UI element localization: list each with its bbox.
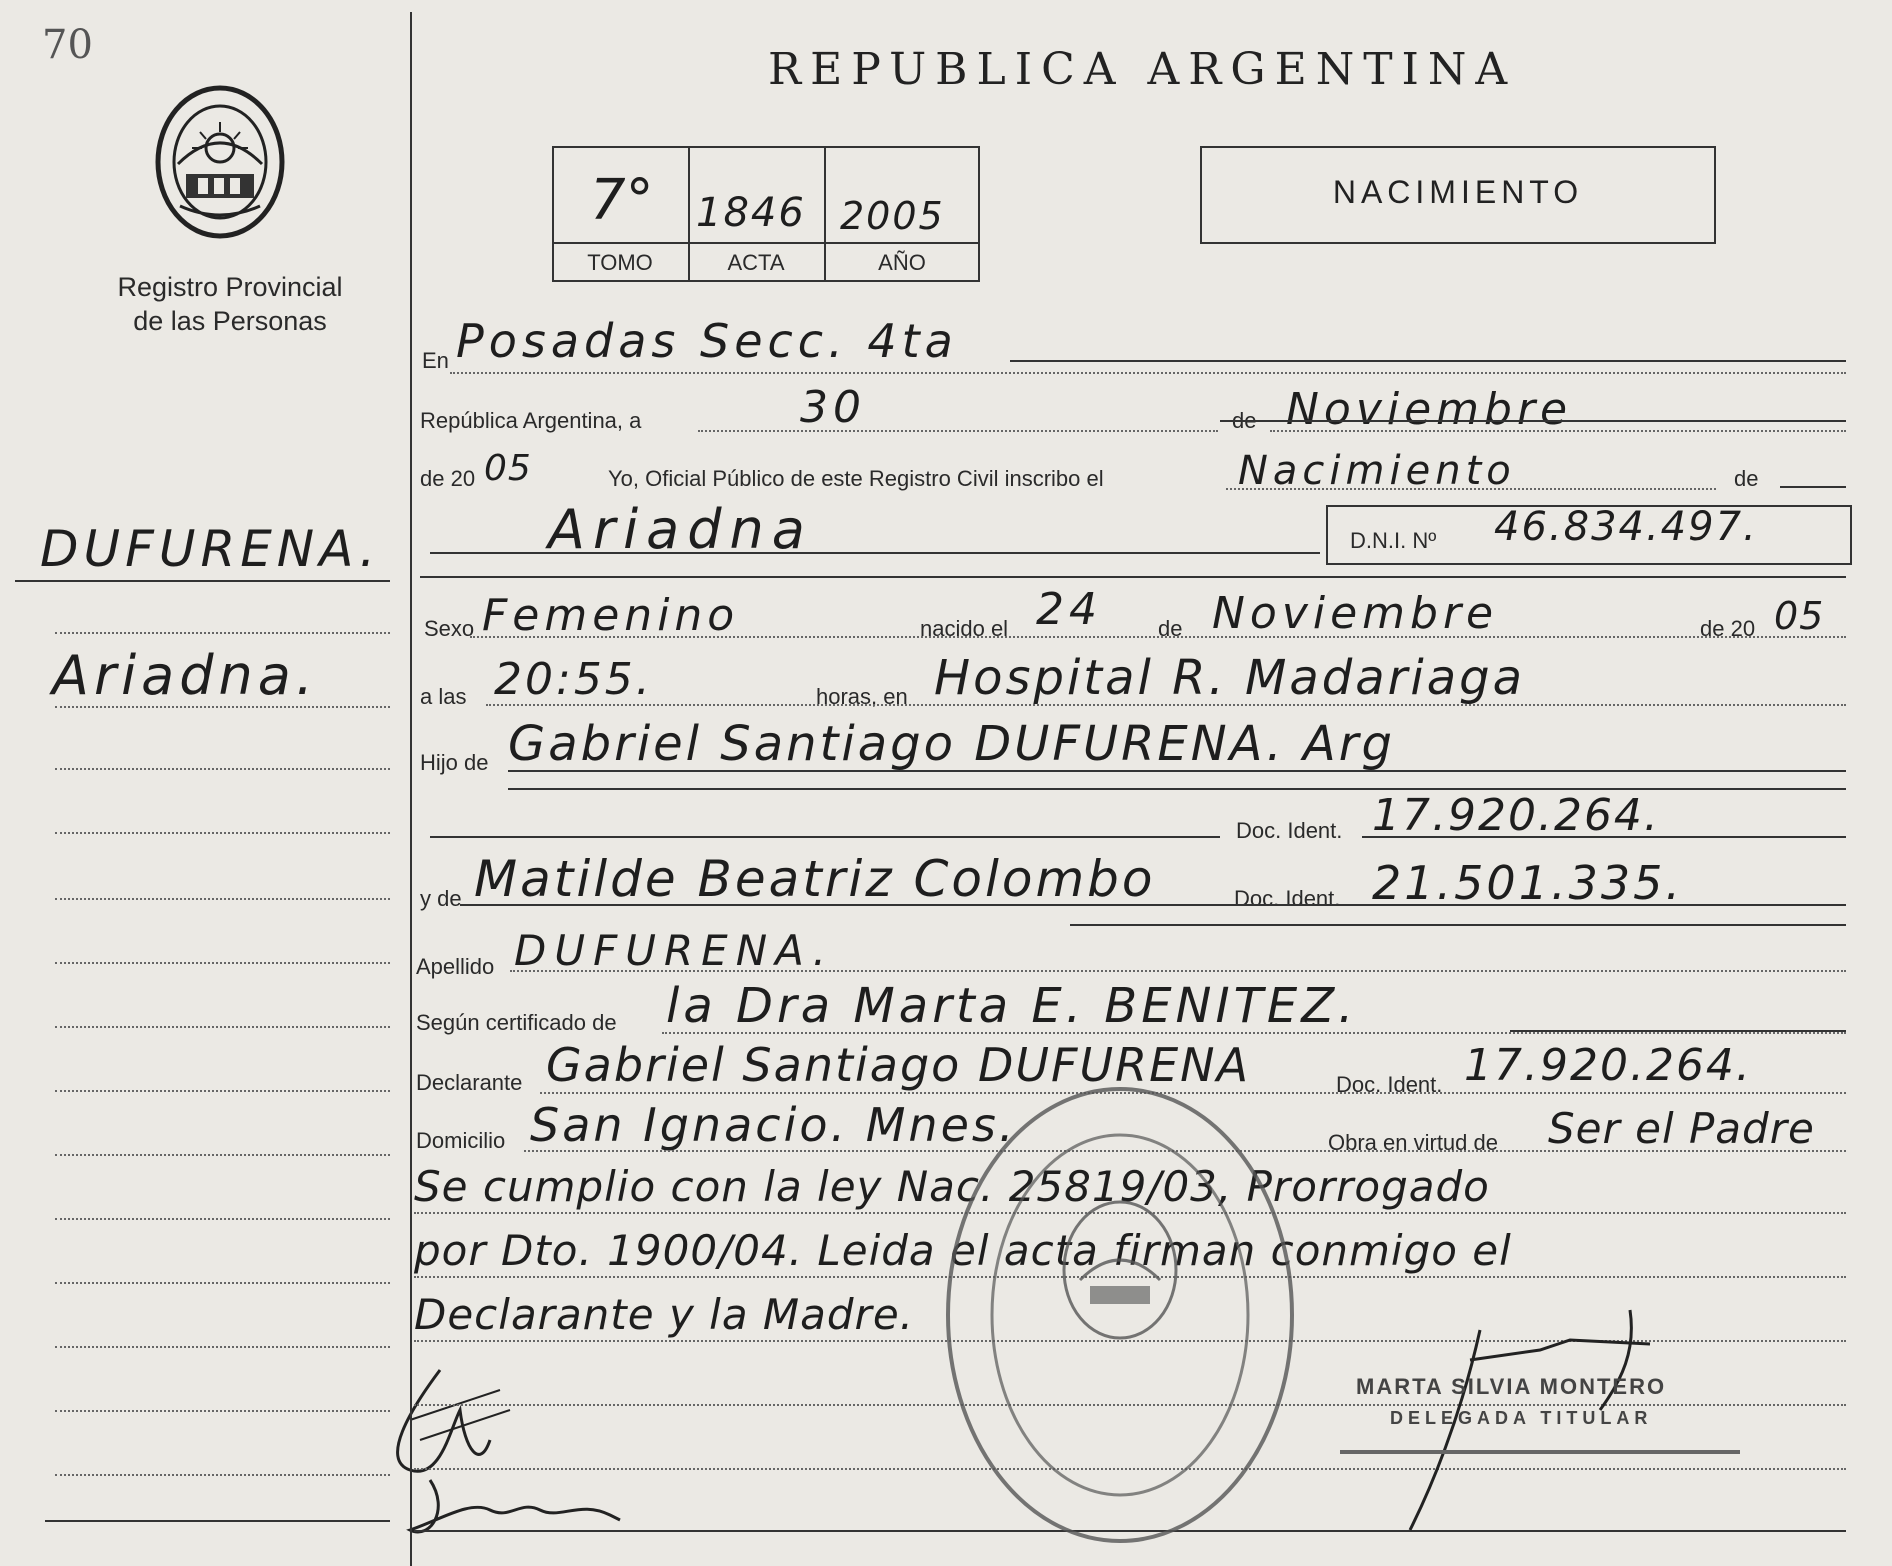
margin-dots-11 bbox=[55, 1282, 390, 1284]
field-apellido: DUFURENA. bbox=[514, 926, 834, 975]
line-padre bbox=[508, 770, 1846, 772]
field-dia: 30 bbox=[800, 382, 866, 433]
label-en: En bbox=[422, 348, 449, 373]
field-tipo: Nacimiento bbox=[1238, 448, 1516, 494]
country-title: REPUBLICA ARGENTINA bbox=[768, 44, 1517, 95]
field-madre: Matilde Beatriz Colombo bbox=[474, 850, 1156, 908]
margin-dots-3 bbox=[55, 768, 390, 770]
field-madre-doc: 21.501.335. bbox=[1372, 856, 1683, 910]
line-mes bbox=[1270, 430, 1846, 432]
line-nombre bbox=[430, 552, 1320, 554]
label-de-mes: de bbox=[1232, 408, 1257, 433]
line-madre-2 bbox=[1070, 924, 1846, 926]
field-padre: Gabriel Santiago DUFURENA. Arg bbox=[508, 716, 1395, 772]
official-stamp bbox=[940, 1080, 1300, 1550]
act-type: NACIMIENTO bbox=[1332, 174, 1584, 210]
acta-value: 1846 bbox=[696, 190, 806, 236]
label-republica: República Argentina, a bbox=[420, 408, 642, 433]
tomo-label: TOMO bbox=[587, 250, 653, 275]
provincial-seal-icon bbox=[150, 82, 290, 242]
margin-line-bottom bbox=[45, 1520, 390, 1522]
field-anio: 05 bbox=[484, 448, 532, 489]
tomo-value: 7° bbox=[590, 168, 654, 233]
margin-line-1 bbox=[15, 580, 390, 582]
column-divider bbox=[410, 12, 412, 1566]
line-section-1 bbox=[420, 576, 1846, 578]
label-hijo-de: Hijo de bbox=[420, 750, 489, 775]
field-declarante-doc: 17.920.264. bbox=[1464, 1040, 1752, 1091]
field-dni: 46.834.497. bbox=[1494, 504, 1758, 550]
line-tipo bbox=[1226, 488, 1716, 490]
field-lugar: Posadas Secc. 4ta bbox=[456, 314, 958, 368]
label-a-las: a las bbox=[420, 684, 467, 709]
margin-first-name: Ariadna. bbox=[52, 644, 318, 707]
field-declarante: Gabriel Santiago DUFURENA bbox=[546, 1038, 1251, 1092]
label-de-20-nac: de 20 bbox=[1700, 616, 1756, 641]
label-de-nac-mes: de bbox=[1158, 616, 1183, 641]
field-hora: 20:55. bbox=[494, 654, 653, 705]
label-declarante: Declarante bbox=[416, 1070, 523, 1095]
page-number: 70 bbox=[42, 22, 93, 68]
label-de-20: de 20 bbox=[420, 466, 476, 491]
field-nombre: Ariadna bbox=[548, 498, 813, 561]
margin-dots-5 bbox=[55, 898, 390, 900]
line-row3-end bbox=[1780, 486, 1846, 488]
margin-dots-2 bbox=[55, 706, 390, 708]
line-madre bbox=[460, 904, 1846, 906]
line-en bbox=[450, 372, 1846, 374]
line-row2-solid bbox=[1220, 420, 1846, 422]
observation-line-3: Declarante y la Madre. bbox=[414, 1290, 915, 1339]
label-official-text: Yo, Oficial Público de este Registro Civil inscribo el bbox=[608, 466, 1104, 491]
observation-line-1: Se cumplio con la ley Nac. 25819/03, Prorrogado bbox=[414, 1162, 1490, 1211]
label-nacido-el: nacido el bbox=[920, 616, 1009, 641]
line-en-solid bbox=[1010, 360, 1846, 362]
line-apellido bbox=[510, 970, 1846, 972]
margin-dots-9 bbox=[55, 1154, 390, 1156]
field-mes: Noviembre bbox=[1286, 384, 1573, 435]
label-obra: Obra en virtud de bbox=[1328, 1130, 1498, 1155]
field-nac-mes: Noviembre bbox=[1212, 588, 1499, 639]
margin-dots-4 bbox=[55, 832, 390, 834]
field-obra: Ser el Padre bbox=[1548, 1104, 1815, 1153]
field-domicilio: San Ignacio. Mnes. bbox=[530, 1098, 1017, 1152]
margin-dots-14 bbox=[55, 1474, 390, 1476]
line-segun bbox=[662, 1032, 1846, 1034]
registry-name-line2: de las Personas bbox=[133, 306, 327, 336]
label-sexo: Sexo bbox=[424, 616, 475, 641]
field-sexo: Femenino bbox=[482, 590, 740, 641]
line-sexo bbox=[470, 636, 1846, 638]
line-segun-end bbox=[1510, 1030, 1846, 1032]
margin-dots-12 bbox=[55, 1346, 390, 1348]
field-nac-anio: 05 bbox=[1774, 594, 1825, 638]
field-lugar-nac: Hospital R. Madariaga bbox=[934, 650, 1526, 706]
label-doc-padre: Doc. Ident. bbox=[1236, 818, 1343, 843]
observation-line-2: por Dto. 1900/04. Leida el acta firman conmigo el bbox=[414, 1226, 1512, 1275]
line-hora bbox=[486, 704, 1846, 706]
ref-label-line bbox=[552, 242, 980, 244]
ano-label: AÑO bbox=[878, 250, 926, 275]
field-nac-dia: 24 bbox=[1036, 584, 1102, 635]
official-title: DELEGADA TITULAR bbox=[1390, 1408, 1653, 1428]
margin-dots-6 bbox=[55, 962, 390, 964]
line-padre-doc-blank bbox=[430, 836, 1220, 838]
ano-value: 2005 bbox=[840, 194, 945, 238]
label-doc-madre: Doc. Ident. bbox=[1234, 886, 1341, 911]
margin-dots-10 bbox=[55, 1218, 390, 1220]
official-name: MARTA SILVIA MONTERO bbox=[1356, 1374, 1667, 1399]
label-dni: D.N.I. Nº bbox=[1350, 528, 1437, 553]
field-padre-doc: 17.920.264. bbox=[1372, 790, 1660, 841]
label-segun: Según certificado de bbox=[416, 1010, 617, 1035]
label-doc-declarante: Doc. Ident. bbox=[1336, 1072, 1443, 1097]
margin-dots-7 bbox=[55, 1026, 390, 1028]
line-padre-doc bbox=[1362, 836, 1846, 838]
official-line bbox=[1340, 1450, 1740, 1454]
margin-signature bbox=[370, 1350, 670, 1550]
registry-name-line1: Registro Provincial bbox=[117, 272, 343, 302]
acta-label: ACTA bbox=[727, 250, 785, 275]
label-y-de: y de bbox=[420, 886, 462, 911]
margin-dots-8 bbox=[55, 1090, 390, 1092]
label-apellido: Apellido bbox=[416, 954, 495, 979]
label-de-nombre: de bbox=[1734, 466, 1759, 491]
margin-surname: DUFURENA. bbox=[40, 520, 381, 578]
margin-dots-13 bbox=[55, 1410, 390, 1412]
field-medico: la Dra Marta E. BENITEZ. bbox=[666, 978, 1358, 1034]
label-horas-en: horas, en bbox=[816, 684, 908, 709]
margin-dots-1 bbox=[55, 632, 390, 634]
line-dia bbox=[698, 430, 1218, 432]
label-domicilio: Domicilio bbox=[416, 1128, 506, 1153]
